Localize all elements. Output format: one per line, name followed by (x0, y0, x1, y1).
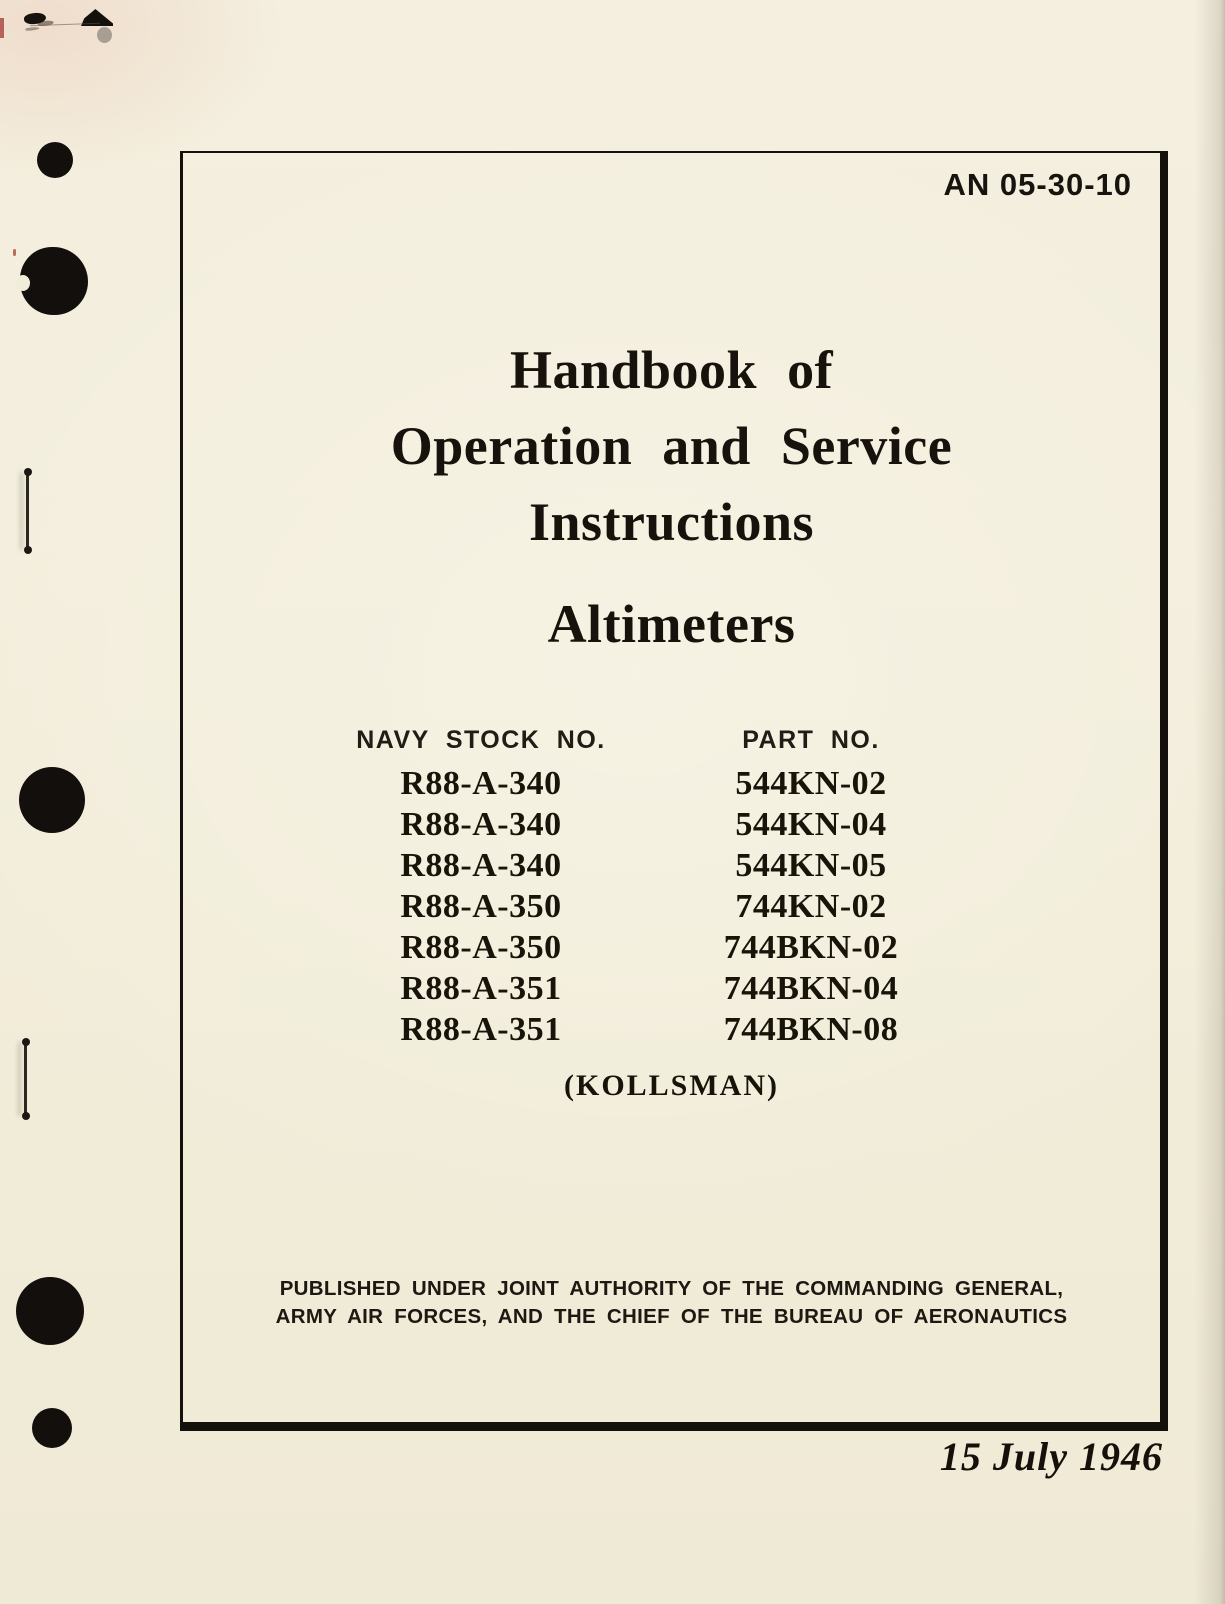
part-no-cell: 744KN-02 (735, 888, 887, 925)
publication-date: 15 July 1946 (939, 1434, 1163, 1479)
part-no-cell: 544KN-04 (735, 806, 887, 843)
table-row (331, 968, 991, 1009)
red-edge-mark (0, 18, 4, 38)
publisher-line-2: ARMY AIR FORCES, AND THE CHIEF OF THE BUREAU OF AERONAUTICS (275, 1305, 1068, 1328)
publisher-line-1: PUBLISHED UNDER JOINT AUTHORITY OF THE COMMANDING GENERAL, (279, 1277, 1064, 1300)
staple-mark (24, 1042, 27, 1116)
parts-table (331, 725, 991, 1050)
staple-mark (26, 472, 29, 550)
document-number: AN 05-30-10 (943, 167, 1132, 202)
part-no-cell: 544KN-02 (735, 765, 887, 802)
document-title (183, 332, 1160, 560)
navy-stock-no-cell: R88-A-350 (400, 929, 562, 966)
manufacturer-name: (KOLLSMAN) (564, 1069, 779, 1102)
navy-stock-no-cell: R88-A-340 (400, 806, 562, 843)
column-header-part-no: PART NO. (742, 726, 880, 754)
part-no-cell: 744BKN-02 (723, 929, 899, 966)
table-row (331, 763, 991, 804)
table-row (331, 845, 991, 886)
navy-stock-no-cell: R88-A-350 (400, 888, 562, 925)
red-fleck-mark (13, 249, 16, 256)
document-subtitle: Altimeters (547, 594, 796, 654)
scan-smudge-mark (23, 12, 46, 26)
part-no-cell: 744BKN-08 (723, 1011, 899, 1048)
scan-gray-spot (97, 27, 112, 43)
part-no-cell: 544KN-05 (735, 847, 887, 884)
column-header-navy-stock-no: NAVY STOCK NO. (356, 726, 606, 754)
part-no-cell: 744BKN-04 (723, 970, 899, 1007)
navy-stock-no-cell: R88-A-351 (400, 1011, 562, 1048)
hole-punch-mark (37, 142, 73, 178)
navy-stock-no-cell: R88-A-340 (400, 847, 562, 884)
table-row (331, 886, 991, 927)
title-line-2: Operation and Service (390, 416, 953, 476)
title-line-1: Handbook of (509, 340, 834, 400)
hole-punch-mark (16, 1277, 84, 1345)
title-page-border (180, 151, 1168, 1431)
hole-punch-mark (20, 247, 88, 315)
parts-table-header (331, 725, 991, 755)
table-row (331, 927, 991, 968)
navy-stock-no-cell: R88-A-351 (400, 970, 562, 1007)
table-row (331, 1009, 991, 1050)
navy-stock-no-cell: R88-A-340 (400, 765, 562, 802)
hole-punch-mark (32, 1408, 72, 1448)
parts-table-rows (331, 763, 991, 1050)
hole-punch-mark (19, 767, 85, 833)
publisher-statement (183, 1275, 1160, 1331)
table-row (331, 804, 991, 845)
title-line-3: Instructions (528, 492, 815, 552)
